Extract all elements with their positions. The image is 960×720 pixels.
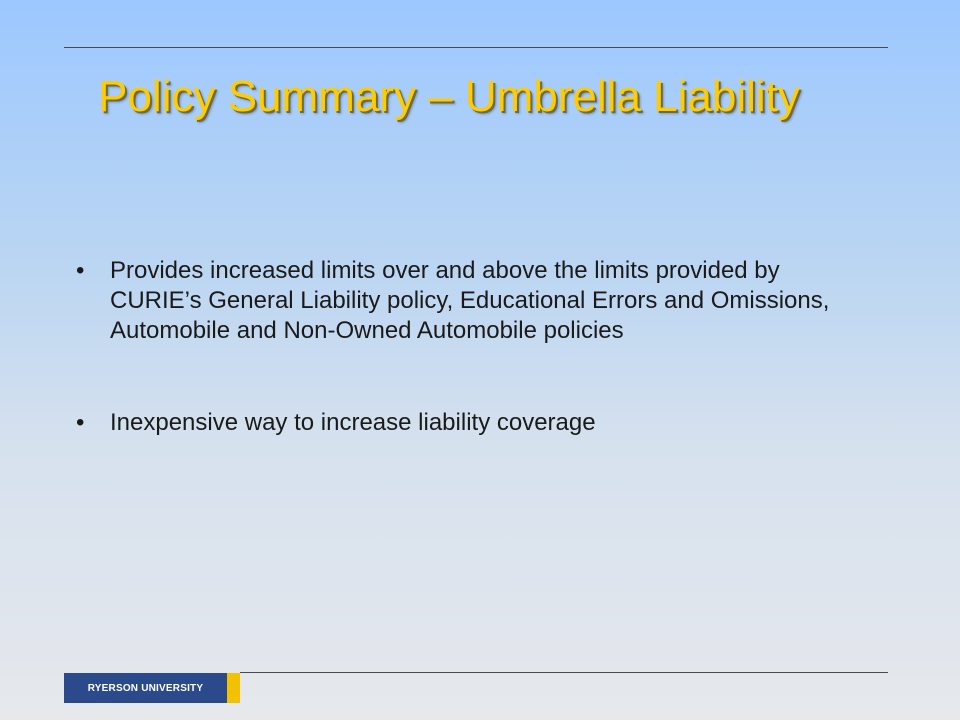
logo-accent-bar — [227, 673, 240, 703]
bullet-text-limits: Provides increased limits over and above the limits provided by CURIE’s General Liability policy, Educational Errors and Omissions, Automobile and Non-Owned Automobile policies — [110, 257, 830, 344]
bullet-dot-icon: • — [76, 257, 85, 284]
top-divider — [64, 47, 888, 48]
bullet-item-limits — [76, 256, 846, 346]
logo-text: RYERSON UNIVERSITY — [87, 682, 204, 694]
bullet-list — [76, 256, 846, 438]
bullet-item-inexpensive — [76, 408, 846, 438]
bottom-divider — [240, 672, 888, 673]
slide-title: Policy Summary – Umbrella Liability — [98, 72, 800, 121]
bullet-dot-icon: • — [76, 409, 85, 436]
logo-wordmark — [64, 673, 227, 703]
ryerson-university-logo — [64, 673, 240, 703]
bullet-text-inexpensive: Inexpensive way to increase liability coverage — [110, 409, 596, 436]
